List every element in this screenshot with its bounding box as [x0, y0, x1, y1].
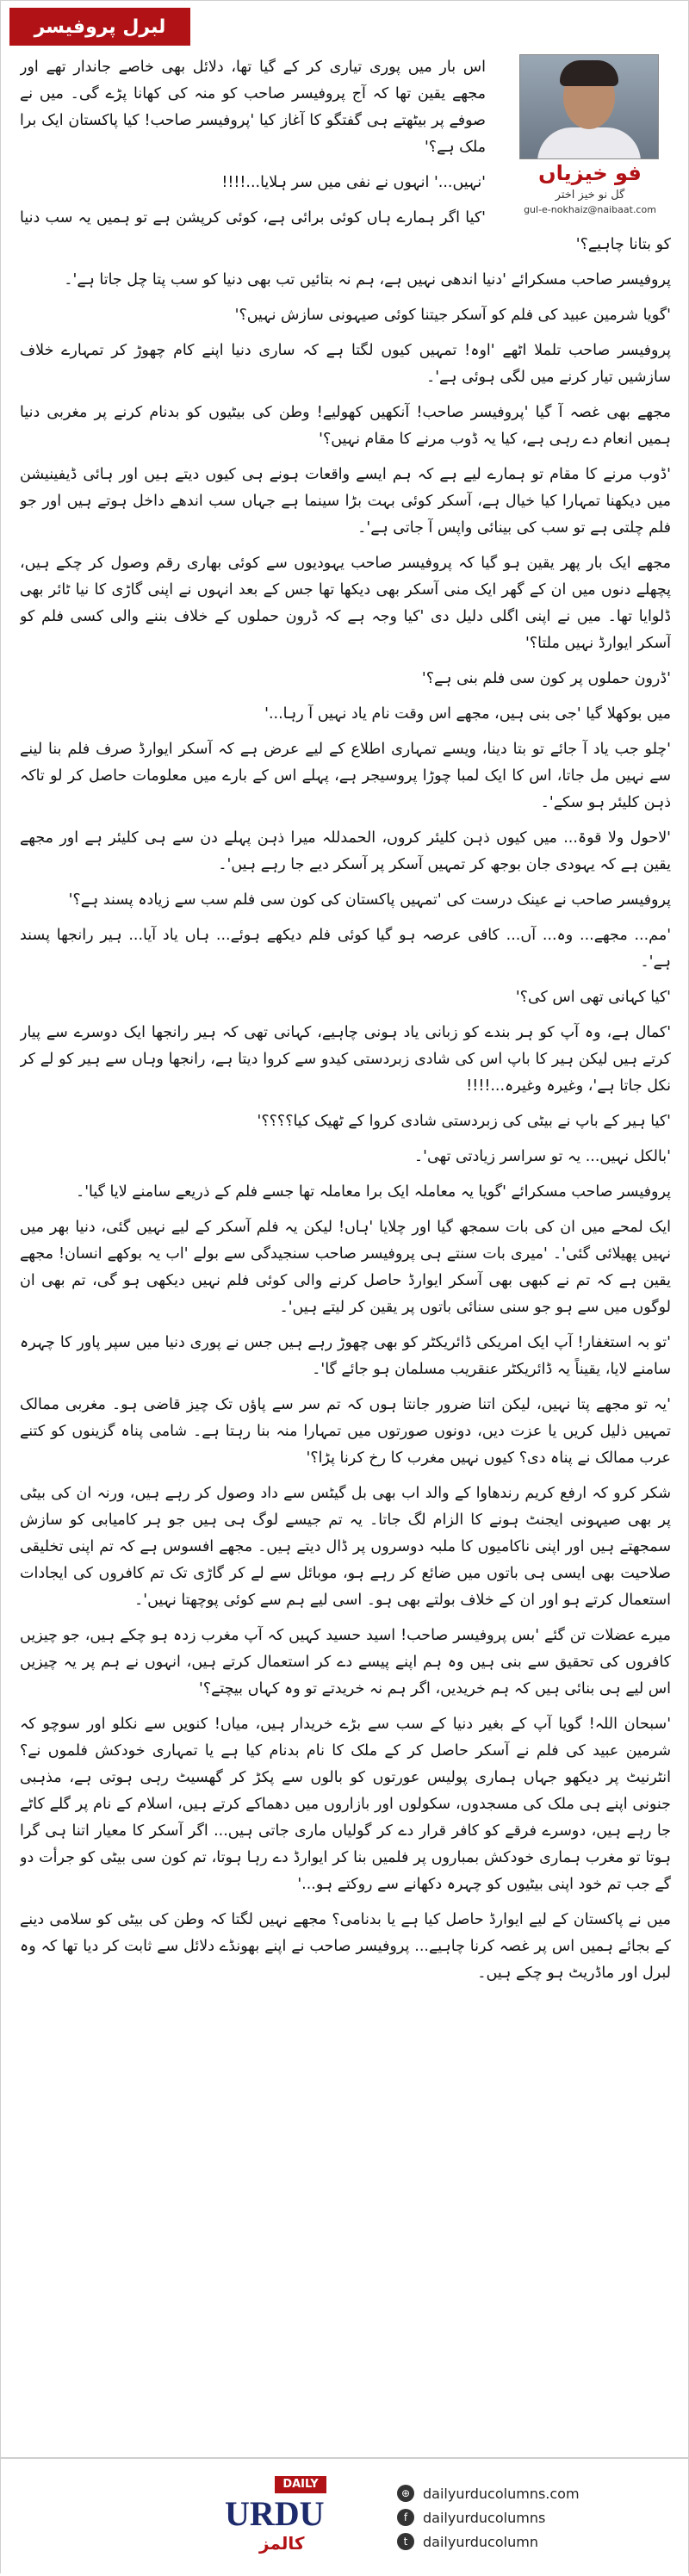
paragraph: 'کیا ہیر کے باپ نے بیٹی کی زبردستی شادی کروا کے ٹھیک کیا؟؟؟؟': [257, 1113, 671, 1130]
column-brand: فو خیزیاں: [538, 161, 642, 185]
twitter-link[interactable]: [397, 2529, 673, 2554]
paragraph: 'مم... مجھے... وہ... آں... کافی عرصہ ہو گیا کوئی فلم دیکھے ہوئے... ہاں یاد آیا... ہیر رانجھا پسند ہے'۔: [20, 927, 671, 971]
footer: [1, 2457, 688, 2576]
paragraph: 'چلو جب یاد آ جائے تو بتا دینا، ویسے تمہاری اطلاع کے لیے عرض ہے کہ آسکر ایوارڈ صرف فلم بنا لینے سے نہیں مل جاتا، اس کا ایک لمبا چوڑا پروسیجر ہے، پہلے اس کے بارے میں معلومات حاصل کر لو تاکہ ذہن کلیئر ہو سکے'۔: [20, 741, 671, 811]
paragraph: 'لاحول ولا قوۃ... میں کیوں ذہن کلیئر کروں، الحمدللہ میرا ذہن پہلے دن سے ہی کلیئر ہے اور مجھے یقین ہے کہ یہودی جان بوجھ کر تمہیں آسکر پر آسکر دیے جا رہے ہیں'۔: [20, 829, 671, 873]
paragraph: 'بالکل نہیں... یہ تو سراسر زیادتی تھی'۔: [413, 1148, 671, 1165]
paragraph: 'ڈوب مرنے کا مقام تو ہمارے لیے ہے کہ ہم ایسے واقعات ہونے ہی کیوں دیتے ہیں اور ہائی ڈیفینیشن میں دیکھنا تمہارا کیا خیال ہے، آسکر کوئی بہت بڑا سینما ہے جہاں سب اندھے داخل ہوتے ہیں اور جو فلم چلتی ہے تو سب کی بینائی واپس آ جاتی ہے'۔: [20, 466, 671, 537]
logo-urdu-text: URDU: [225, 2494, 325, 2533]
website-link[interactable]: [397, 2481, 673, 2505]
logo-daily-text: DAILY: [275, 2476, 326, 2493]
logo-columns-text: کالمز: [259, 2533, 305, 2554]
twitter-link-text: dailyurducolumn: [423, 2533, 538, 2550]
paragraph: پروفیسر صاحب نے عینک درست کی 'تمہیں پاکستان کی کون سی فلم سب سے زیادہ پسند ہے؟': [68, 891, 671, 909]
article-body: [20, 54, 671, 2440]
paragraph: میں نے پاکستان کے لیے ایوارڈ حاصل کیا ہے یا بدنامی؟ مجھے نہیں لگتا کہ وطن کی بیٹی کو سلامی دینے کے بجائے ہمیں اس پر غصہ کرنا چاہیے... پروفیسر صاحب نے اپنے بھونڈے دلائل سے ثابت کر دیا تھا کہ وہ لبرل اور ماڈریٹ ہو چکے ہیں۔: [20, 1911, 671, 1982]
author-name: گل نو خیز اختر: [555, 189, 625, 202]
paragraph: شکر کرو کہ ارفع کریم رندھاوا کے والد اب بھی بل گیٹس سے داد وصول کر رہے ہیں، ورنہ ان کی بیٹی پر بھی صیہونی ایجنٹ ہونے کا الزام لگ جاتا۔ یہ تم جیسے لوگ ہی ہیں جو ہر کامیابی کو سازش سمجھتے ہیں اور اپنی ناکامیوں کا ملبہ دوسروں پر ڈال دیتے ہیں۔ مجھے افسوس ہے کہ تم اپنی تخلیقی صلاحیت بھی ایسی ہی باتوں میں ضائع کر رہے ہو، موبائل سے لے کر گاڑی تک تم کافروں کی ایجادات استعمال کرتے ہو اور ان کے خلاف بولتے بھی ہو۔ اسی لیے ہم سے کوئی پوچھتا نہیں'۔: [20, 1485, 671, 1609]
paragraph: پروفیسر صاحب مسکرائے 'دنیا اندھی نہیں ہے، ہم نہ بتائیں تب بھی دنیا کو سب پتا چل جاتا ہے'۔: [64, 271, 671, 289]
paragraph: ایک لمحے میں ان کی بات سمجھ گیا اور چلایا 'ہاں! لیکن یہ فلم آسکر کے لیے نہیں گئی، دنیا بھر میں نہیں پھیلائی گئی'۔ 'میری بات سنتے ہی پروفیسر صاحب سنجیدگی سے بولے 'اب یہ بوکھے انسان! مجھے یقین ہے کہ تم نے کبھی بھی آسکر ایوارڈ حاصل کرنے والی کوئی فلم نہیں دیکھی ہو گی، تم بھی ان لوگوں میں سے ہو جو سنی سنائی باتوں پر یقین کر لیتے ہیں'۔: [20, 1219, 671, 1316]
paragraph: میں بوکھلا گیا 'جی بنی ہیں، مجھے اس وقت نام یاد نہیں آ رہا...': [264, 705, 671, 723]
paragraph: 'یہ تو مجھے پتا نہیں، لیکن اتنا ضرور جانتا ہوں کہ تم سر سے پاؤں تک چیز قاضی ہو۔ مغربی ممالک تمہیں ذلیل کریں یا عزت دیں، دونوں صورتوں میں تمہارا منہ بنا رہتا ہے۔ شامی پناہ گزینوں کو کتنے عرب ممالک نے پناہ دی؟ کیوں نہیں مغرب کا رخ کرنا پڑا؟': [20, 1396, 671, 1467]
globe-icon: ⊕: [397, 2485, 414, 2502]
paragraph: میرے عضلات تن گئے 'بس پروفیسر صاحب! اسید حسید کہیں کہ آپ مغرب زدہ ہو چکے ہیں، جو چیزیں کافروں کی تحقیق سے بنی ہیں وہ ہم اپنے پیسے دے کر استعمال کرتے ہیں، انہوں نے ہم پر یہ چیزیں اس لیے ہی بنائی ہیں کہ ہم خریدیں، اگر ہم نہ خریدتے تو وہ کہاں بیچتے؟': [20, 1627, 671, 1698]
paragraph: 'کیا اگر ہمارے ہاں کوئی برائی ہے، کوئی کرپشن ہے تو ہمیں یہ سب دنیا کو بتانا چاہیے؟': [20, 209, 671, 253]
facebook-link-text: dailyurducolumns: [423, 2509, 546, 2526]
column-title-banner: [9, 8, 190, 46]
paragraph: مجھے ایک بار پھر یقین ہو گیا کہ پروفیسر صاحب یہودیوں سے کوئی بھاری رقم وصول کر چکے ہیں، پچھلے دنوں میں ان کے گھر ایک منی آسکر بھی دیکھا تھا جس کے بعد انہوں نے اپنی گاڑی کا نیا ٹائر بھی ڈلوایا تھا۔ میں نے اپنی اگلی دلیل دی 'کیا وجہ ہے کہ ڈرون حملوں کے خلاف بننے والی کسی فلم کو آسکر ایوارڈ نہیں ملتا؟': [20, 555, 671, 652]
paragraph: پروفیسر صاحب تلملا اٹھے 'اوہ! تمہیں کیوں لگتا ہے کہ ساری دنیا اپنے کام چھوڑ کر تمہارے خلاف سازشیں تیار کرنے میں لگی ہوئی ہے'۔: [20, 342, 671, 386]
paragraph: پروفیسر صاحب مسکرائے 'گویا یہ معاملہ ایک برا معاملہ تھا جسے فلم کے ذریعے سامنے لایا گیا'۔: [75, 1183, 671, 1201]
column-title: لبرل پروفیسر: [34, 16, 166, 38]
paragraph: 'تو بہ استغفار! آپ ایک امریکی ڈائریکٹر کو بھی چھوڑ رہے ہیں جس نے پوری دنیا میں سپر پاور کا چہرہ سامنے لایا، یقیناً یہ ڈائریکٹر عنقریب مسلمان ہو جائے گا'۔: [20, 1334, 671, 1378]
website-link-text: dailyurducolumns.com: [423, 2485, 580, 2502]
facebook-link[interactable]: [397, 2505, 673, 2529]
paragraph: مجھے بھی غصہ آ گیا 'پروفیسر صاحب! آنکھیں کھولیے! وطن کی بیٹیوں کو بدنام کرنے پر مغربی دنیا ہمیں انعام دے رہی ہے، کیا یہ ڈوب مرنے کا مقام نہیں؟': [20, 404, 671, 448]
facebook-icon: f: [397, 2509, 414, 2526]
daily-urdu-columns-logo[interactable]: [225, 2476, 354, 2554]
paragraph: 'کمال ہے، وہ آپ کو ہر بندے کو زبانی یاد ہونی چاہیے، کہانی تھی کہ ہیر رانجھا ایک دوسرے سے پیار کرتے ہیں لیکن ہیر کا باپ اس کی شادی زبردستی کیدو سے کروا دیتا ہے، رانجھا وہاں سے ہیر کو لے کر نکل جاتا ہے'، وغیرہ وغیرہ...!!!!: [20, 1024, 671, 1095]
twitter-icon: t: [397, 2533, 414, 2550]
paragraph: 'گویا شرمین عبید کی فلم کو آسکر جیتنا کوئی صیہونی سازش نہیں؟': [234, 307, 671, 324]
paragraph: 'ڈرون حملوں پر کون سی فلم بنی ہے؟': [421, 670, 671, 687]
paragraph: 'سبحان اللہ! گویا آپ کے بغیر دنیا کے سب سے بڑے خریدار ہیں، میاں! کنویں سے نکلو اور سوچو کہ شرمین عبید کی فلم نے آسکر حاصل کر کے ملک کا نام بدنام کیا ہے یا تمہاری خودکش فلموں نے؟ انٹرنیٹ پر دیکھو جہاں ہماری پولیس عورتوں کو بالوں سے پکڑ کر گھسیٹ رہی ہوتی ہے، مذہبی جنونی اپنے ہی ملک کی مسجدوں، سکولوں اور بازاروں میں دھماکے کرتے ہیں، اسلام کے نام پر گلے کاٹے جا رہے ہیں، دوسرے فرقے کو کافر قرار دے کر گولیاں ماری جاتی ہیں... اگر آسکر کا معیار اتنا ہی گرا ہوتا تو مغرب ہماری خودکش بمباروں پر فلمیں بنا کر ایوارڈ دے رہا ہوتا، تم کون سی بیٹی کو جرأت دو گے جب تم خود اپنی بیٹیوں کو چہرہ دکھانے سے روکتے ہو...': [20, 1716, 671, 1893]
author-email: gul-e-nokhaiz@naibaat.com: [524, 204, 656, 215]
paragraph: اس بار میں پوری تیاری کر کے گیا تھا، دلائل بھی خاصے جاندار تھے اور مجھے یقین تھا کہ آج پروفیسر صاحب کو منہ کی کھانا پڑے گی۔ میں نے صوفے پر بیٹھتے ہی گفتگو کا آغاز کیا 'پروفیسر صاحب! کیا پاکستان ایک برا ملک ہے؟': [20, 59, 486, 156]
paragraph: 'نہیں...' انہوں نے نفی میں سر ہلایا...!!!!: [221, 174, 486, 191]
paragraph: 'کیا کہانی تھی اس کی؟': [515, 989, 671, 1006]
footer-links: [397, 2481, 673, 2554]
